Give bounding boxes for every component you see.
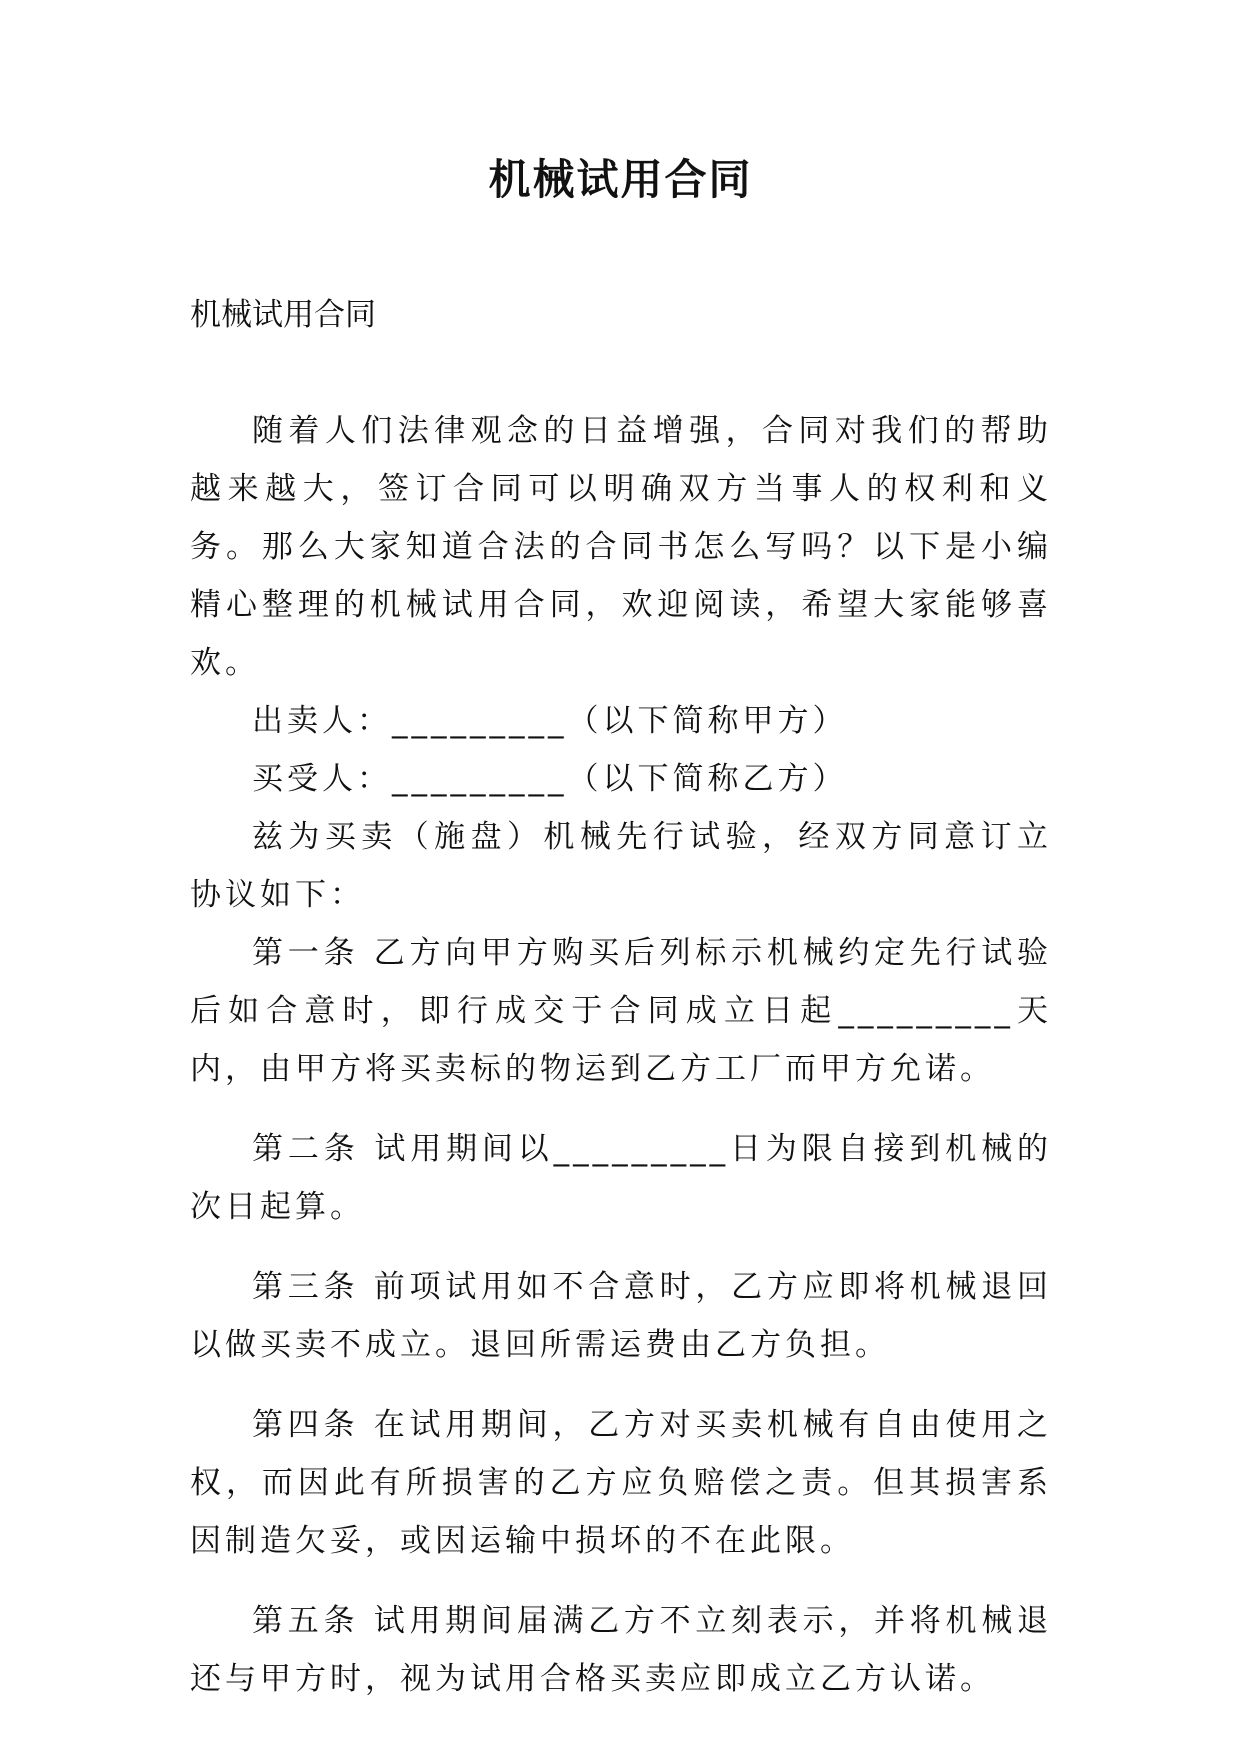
seller-line: 出卖人：_________（以下简称甲方） [252,703,848,739]
article-4: 第四条 在试用期间，乙方对买卖机械有自由使用之权，而因此有所损害的乙方应负赔偿之责。但其损害系因制造欠妥，或因运输中损坏的不在此限。 [190,1407,1052,1559]
agreement-preamble: 兹为买卖（施盘）机械先行试验，经双方同意订立协议如下： [190,819,1052,913]
intro-paragraph: 随着人们法律观念的日益增强，合同对我们的帮助越来越大，签订合同可以明确双方当事人的权利和义务。那么大家知道合法的合同书怎么写吗？以下是小编精心整理的机械试用合同，欢迎阅读，希望大家能够喜欢。 [190,413,1052,681]
article-5: 第五条 试用期间届满乙方不立刻表示，并将机械退还与甲方时，视为试用合格买卖应即成立乙方认诺。 [190,1603,1052,1697]
article-2: 第二条 试用期间以_________日为限自接到机械的次日起算。 [190,1131,1052,1225]
article-1: 第一条 乙方向甲方购买后列标示机械约定先行试验后如合意时，即行成交于合同成立日起_________天内，由甲方将买卖标的物运到乙方工厂而甲方允诺。 [190,935,1052,1087]
document-title: 机械试用合同 [488,155,753,204]
document-subtitle: 机械试用合同 [190,297,376,333]
document-body [190,286,1052,1708]
buyer-line: 买受人：_________（以下简称乙方） [252,761,848,797]
article-3: 第三条 前项试用如不合意时，乙方应即将机械退回以做买卖不成立。退回所需运费由乙方负担。 [190,1269,1052,1363]
